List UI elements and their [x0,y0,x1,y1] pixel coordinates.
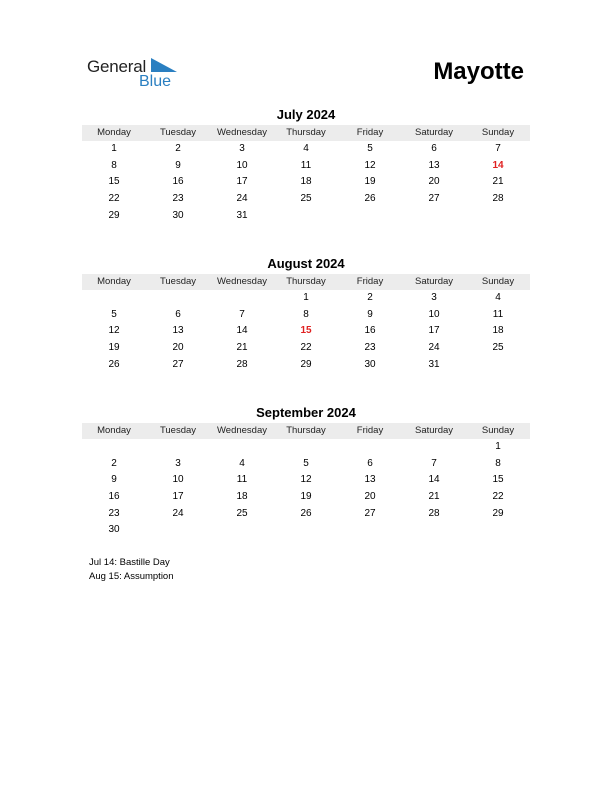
day-cell: 16 [108,491,120,503]
day-cell: 12 [300,474,312,486]
day-cell: 1 [303,292,309,303]
day-cell: 5 [111,308,117,320]
empty-day-cell [82,290,146,307]
weekday-header: Sunday [466,274,530,290]
day-cell: 2 [175,143,181,154]
day-cell: 11 [300,159,312,171]
day-cell: 5 [303,457,309,469]
country-title: Mayotte [433,58,524,85]
day-cell: 13 [428,159,440,171]
day-cell: 27 [172,358,184,370]
day-cell: 25 [492,342,504,354]
day-cell: 31 [428,358,440,370]
weekday-header: Wednesday [210,125,274,141]
day-cell: 2 [367,292,373,303]
day-cell: 7 [495,143,501,154]
day-cell: 14 [236,325,248,337]
empty-day-cell [82,439,146,456]
weekday-header: Thursday [274,423,338,439]
month-calendar [82,405,530,539]
holiday-notes [89,556,174,584]
day-cell: 28 [428,507,440,519]
day-cell: 24 [172,507,184,519]
day-cell: 28 [236,358,248,370]
day-cell: 22 [492,491,504,503]
holiday-day-cell: 14 [492,159,504,171]
weekday-header: Sunday [466,125,530,141]
day-cell: 25 [236,507,248,519]
weekday-header: Monday [82,125,146,141]
day-cell: 5 [367,143,373,154]
day-cell: 23 [172,193,184,205]
month-calendar [82,256,530,373]
day-cell: 19 [108,342,120,354]
day-cell: 25 [300,193,312,205]
empty-day-cell [146,290,210,307]
day-cell: 30 [364,358,376,370]
day-cell: 12 [364,159,376,171]
day-cell: 9 [175,159,181,171]
month-calendar [82,107,530,224]
day-cell: 13 [172,325,184,337]
day-cell: 21 [492,176,504,188]
day-cell: 18 [300,176,312,188]
month-title: July 2024 [276,107,336,122]
day-cell: 22 [108,193,120,205]
weekday-header: Saturday [402,274,466,290]
weekday-header: Monday [82,423,146,439]
empty-day-cell [210,290,274,307]
holiday-note: Aug 15: Assumption [89,571,174,582]
day-cell: 2 [111,457,117,469]
month-title: August 2024 [267,256,345,271]
day-cell: 16 [172,176,184,188]
weekday-header: Tuesday [146,423,210,439]
day-cell: 20 [364,491,376,503]
holiday-note: Jul 14: Bastille Day [89,557,170,568]
day-cell: 29 [300,358,312,370]
day-cell: 4 [495,292,501,303]
day-cell: 19 [364,176,376,188]
day-cell: 3 [239,143,245,154]
day-cell: 10 [236,159,248,171]
day-cell: 9 [367,308,373,320]
month-grid [82,274,530,373]
logo-blue-text: Blue [139,73,172,90]
day-cell: 6 [431,143,437,154]
day-cell: 8 [111,159,117,171]
empty-day-cell [210,439,274,456]
month-grid [82,125,530,224]
day-cell: 11 [492,308,504,320]
day-cell: 19 [300,491,312,503]
day-cell: 1 [495,441,501,452]
day-cell: 4 [239,457,245,469]
weekday-header: Saturday [402,125,466,141]
day-cell: 18 [236,491,248,503]
weekday-header: Wednesday [210,423,274,439]
day-cell: 30 [108,524,120,536]
day-cell: 13 [364,474,376,486]
day-cell: 23 [108,507,120,519]
day-cell: 1 [111,143,117,154]
empty-day-cell [338,439,402,456]
day-cell: 26 [300,507,312,519]
day-cell: 10 [172,474,184,486]
day-cell: 26 [108,358,120,370]
weekday-header: Monday [82,274,146,290]
day-cell: 23 [364,342,376,354]
weekday-header: Thursday [274,125,338,141]
day-cell: 17 [428,325,440,337]
holiday-day-cell: 15 [300,325,312,337]
weekday-header: Friday [338,423,402,439]
empty-day-cell [146,439,210,456]
day-cell: 20 [428,176,440,188]
weekday-header: Friday [338,274,402,290]
day-cell: 15 [492,474,504,486]
day-cell: 8 [495,457,501,469]
day-cell: 9 [111,474,117,486]
day-cell: 4 [303,143,309,154]
day-cell: 22 [300,342,312,354]
weekday-header: Saturday [402,423,466,439]
day-cell: 24 [236,193,248,205]
day-cell: 15 [108,176,120,188]
month-title: September 2024 [256,405,356,420]
weekday-header: Wednesday [210,274,274,290]
day-cell: 20 [172,342,184,354]
empty-day-cell [402,439,466,456]
day-cell: 24 [428,342,440,354]
day-cell: 30 [172,209,184,221]
day-cell: 29 [108,209,120,221]
day-cell: 18 [492,325,504,337]
weekday-header: Tuesday [146,274,210,290]
day-cell: 6 [175,308,181,320]
day-cell: 31 [236,209,248,221]
day-cell: 10 [428,308,440,320]
day-cell: 29 [492,507,504,519]
day-cell: 7 [431,457,437,469]
logo-triangle-icon [151,58,177,72]
empty-day-cell [274,439,338,456]
day-cell: 12 [108,325,120,337]
day-cell: 16 [364,325,376,337]
day-cell: 14 [428,474,440,486]
weekday-header: Thursday [274,274,338,290]
day-cell: 27 [364,507,376,519]
day-cell: 3 [175,457,181,469]
weekday-header: Sunday [466,423,530,439]
day-cell: 27 [428,193,440,205]
day-cell: 28 [492,193,504,205]
day-cell: 17 [236,176,248,188]
day-cell: 7 [239,308,245,320]
day-cell: 21 [428,491,440,503]
logo-general-text: General [87,57,147,76]
logo [87,55,187,95]
weekday-header: Tuesday [146,125,210,141]
day-cell: 21 [236,342,248,354]
day-cell: 6 [367,457,373,469]
day-cell: 26 [364,193,376,205]
day-cell: 8 [303,308,309,320]
day-cell: 11 [236,474,248,486]
day-cell: 17 [172,491,184,503]
month-grid [82,423,530,539]
weekday-header: Friday [338,125,402,141]
day-cell: 3 [431,292,437,303]
